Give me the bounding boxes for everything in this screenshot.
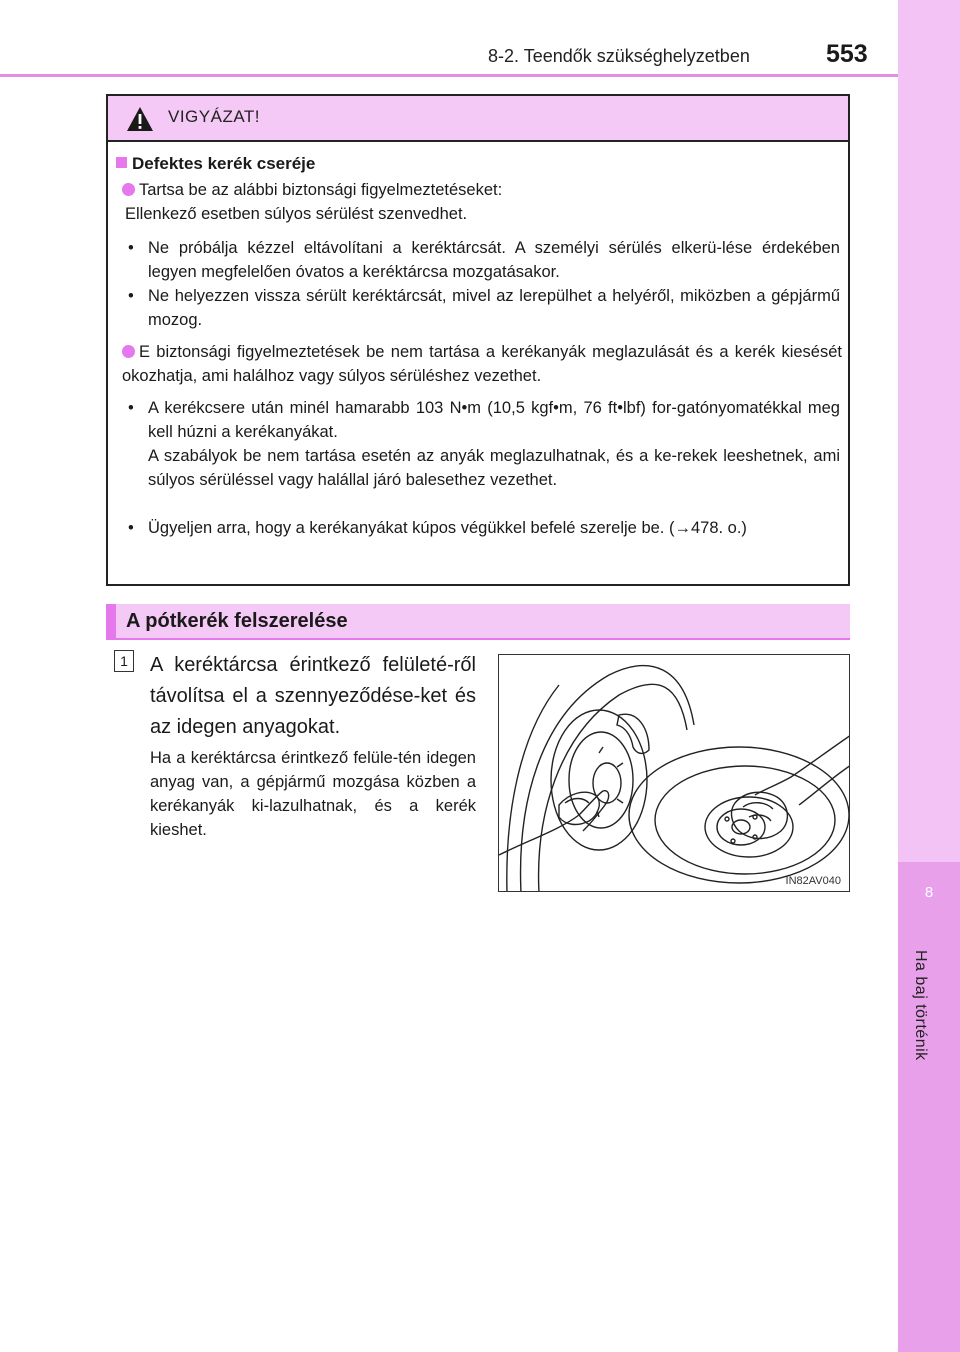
bullet-icon: •: [128, 287, 134, 305]
bullet-icon: •: [128, 519, 134, 537]
list-item-text: Ügyeljen arra, hogy a kerékanyákat kúpos végükkel befelé szerelje be. (→478. o.): [148, 519, 747, 537]
list-item: [128, 236, 840, 284]
list-item-text: A szabályok be nem tartása esetén az anyák meglazulhatnak, és a ke-rekek leeshetnek, ami súlyos sérüléssel vagy halállal járó balesethez vezethet.: [148, 447, 840, 489]
step-note: Ha a keréktárcsa érintkező felüle-tén idegen anyag van, a gépjármű mozgása közben a kerékanyák ki-lazulhatnak, és a kerék kieshet.: [150, 749, 476, 839]
square-bullet-icon: [116, 157, 127, 168]
bullet-icon: •: [128, 399, 134, 417]
caution-heading: [116, 152, 315, 176]
caution-box: [106, 94, 850, 586]
point1-line1: Tartsa be az alábbi biztonsági figyelmeztetéseket:: [139, 181, 503, 199]
point2: [122, 340, 842, 388]
bullet-icon: •: [128, 239, 134, 257]
section-heading-bar: [106, 604, 850, 640]
list-item-text: Ne próbálja kézzel eltávolítani a keréktárcsát. A személyi sérülés elkerü-lése érdekében legyen megfelelően óvatos a keréktárcsa mozgatásakor.: [148, 239, 840, 281]
figure-code: IN82AV040: [785, 875, 841, 887]
chapter-title: Ha baj történik: [912, 950, 929, 1061]
chapter-title-vertical: [898, 950, 960, 1170]
section-underline: [106, 638, 850, 640]
list-item-text: Ne helyezzen vissza sérült keréktárcsát, mivel az lerepülhet a helyéről, miközben a gépjármű mozog.: [148, 287, 840, 329]
caution-title: VIGYÁZAT!: [168, 107, 261, 126]
circle-bullet-icon: [122, 183, 135, 196]
list-item-text: A kerékcsere után minél hamarabb 103 N•m (10,5 kgf•m, 76 ft•lbf) for-gatónyomatékkal meg kell húzni a kerékanyákat.: [148, 399, 840, 441]
list-item: [128, 284, 840, 332]
list-item: [128, 516, 840, 564]
warning-triangle-icon: [126, 106, 154, 132]
list-item-continuation: [128, 444, 840, 516]
point1: [122, 178, 838, 226]
running-header: 8-2. Teendők szükséghelyzetben: [488, 46, 750, 66]
section-title: A pótkerék felszerelése: [126, 610, 348, 632]
point1-line2: Ellenkező esetben súlyos sérülést szenvedhet.: [125, 205, 468, 223]
section-accent: [106, 604, 116, 640]
circle-bullet-icon: [122, 345, 135, 358]
list-item: [128, 396, 840, 444]
chapter-number: 8: [924, 884, 934, 901]
step-instruction: A keréktárcsa érintkező felületé-ről távolítsa el a szennyeződése-ket és az idegen anyagokat.: [150, 654, 476, 738]
page-number: 553: [826, 40, 868, 68]
illustration-cleaning-wheel: [498, 654, 850, 892]
caution-heading-text: Defektes kerék cseréje: [132, 154, 316, 173]
step-number: 1: [114, 650, 134, 672]
wheel-cleaning-illustration: [499, 655, 850, 892]
caution-header: [108, 96, 848, 142]
header-rule: [0, 74, 898, 77]
point2-text: E biztonsági figyelmeztetések be nem tartása a kerékanyák meglazulását és a kerék kiesését okozhatja, ami halálhoz vagy súlyos sérüléshez vezethet.: [122, 343, 842, 385]
